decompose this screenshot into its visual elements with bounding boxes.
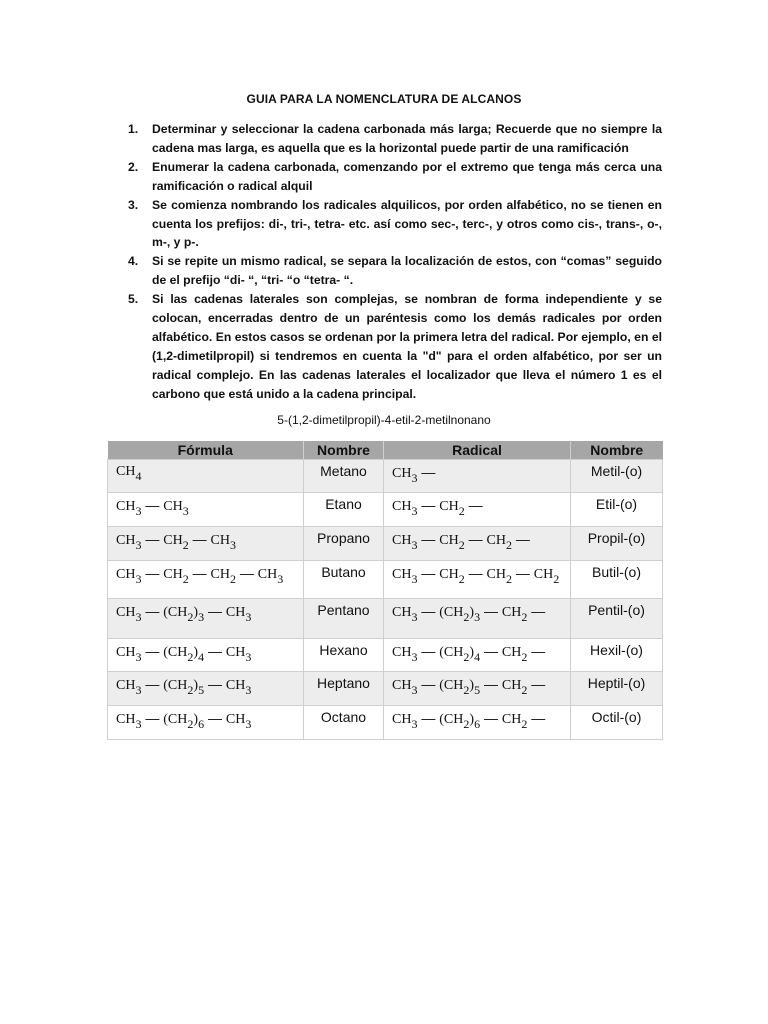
step-item (112, 196, 662, 253)
table-row (108, 672, 663, 706)
table-body (108, 460, 663, 740)
step-item (112, 290, 662, 403)
alkane-name-cell: Octano (304, 706, 384, 740)
alkane-name-cell: Hexano (304, 639, 384, 672)
step-number: 5. (128, 292, 139, 307)
radical-cell: $CH_3$ — (384, 460, 571, 493)
radical-name-cell: Etil-(o) (571, 493, 663, 527)
radical-name-cell: Propil-(o) (571, 527, 663, 561)
step-item (112, 158, 662, 196)
radical-name-cell: Metil-(o) (571, 460, 663, 493)
radical-cell: $CH_3$ — $(CH_2)_6$ — $CH_2$ — (384, 706, 571, 740)
formula-cell: $CH_4$ (108, 460, 304, 493)
header-radical-name: Nombre (571, 441, 663, 460)
table-row (108, 599, 663, 639)
alkanes-table (107, 441, 663, 740)
example-name: 5-(1,2-dimetilpropil)-4-etil-2-metilnonano (277, 413, 491, 427)
table-row (108, 561, 663, 599)
step-text: Si las cadenas laterales son complejas, se nombran de forma independiente y se colocan, encerradas dentro de un paréntesis como los demás radicales por orden alfabético. En estos casos se ordenan por la primera letra del radical. Por ejemplo, en el (1,2-dimetilpropil) si tendremos en cuenta la "d" para el orden alfabético, por ser un radical complejo. En las cadenas laterales el localizador que lleva el número 1 es el carbono que está unido a la cadena principal. (152, 292, 662, 401)
table-header-row (108, 441, 663, 460)
formula-cell: $CH_3$ — $(CH_2)_4$ — $CH_3$ (108, 639, 304, 672)
header-name: Nombre (304, 441, 384, 460)
formula-cell: $CH_3$ — $(CH_2)_3$ — $CH_3$ (108, 599, 304, 639)
header-formula: Fórmula (108, 441, 304, 460)
step-item (112, 252, 662, 290)
table-row (108, 493, 663, 527)
radical-cell: $CH_3$ — $(CH_2)_4$ — $CH_2$ — (384, 639, 571, 672)
radical-name-cell: Hexil-(o) (571, 639, 663, 672)
radical-name-cell: Heptil-(o) (571, 672, 663, 706)
radical-name-cell: Butil-(o) (571, 561, 663, 599)
radical-name-cell: Pentil-(o) (571, 599, 663, 639)
step-text: Si se repite un mismo radical, se separa la localización de estos, con “comas” seguido de el prefijo “di- “, “tri- “o “tetra- “. (152, 254, 662, 288)
header-radical: Radical (384, 441, 571, 460)
alkane-name-cell: Heptano (304, 672, 384, 706)
page-title: GUIA PARA LA NOMENCLATURA DE ALCANOS (246, 92, 522, 106)
alkane-name-cell: Etano (304, 493, 384, 527)
step-item (112, 120, 662, 158)
table-row (108, 527, 663, 561)
alkane-name-cell: Propano (304, 527, 384, 561)
radical-cell: $CH_3$ — $CH_2$ — (384, 493, 571, 527)
table-row (108, 460, 663, 493)
step-text: Determinar y seleccionar la cadena carbonada más larga; Recuerde que no siempre la cadena mas larga, es aquella que es la horizontal puede partir de una ramificación (152, 122, 662, 155)
steps-list (112, 120, 662, 404)
radical-cell: $CH_3$ — $CH_2$ — $CH_2$ — $CH_2$ (384, 561, 571, 599)
alkane-name-cell: Pentano (304, 599, 384, 639)
table-row (108, 639, 663, 672)
step-number: 4. (128, 254, 139, 269)
step-text: Enumerar la cadena carbonada, comenzando por el extremo que tenga más cerca una ramificación o radical alquil (152, 159, 662, 193)
step-text: Se comienza nombrando los radicales alquilicos, por orden alfabético, no se tienen en cuenta los prefijos: di-, tri-, tetra- etc. así como sec-, terc-, y otros como cis-, trans-, o-, m-, y p-. (152, 197, 662, 250)
step-number: 2. (128, 159, 139, 174)
radical-name-cell: Octil-(o) (571, 706, 663, 740)
radical-cell: $CH_3$ — $CH_2$ — $CH_2$ — (384, 527, 571, 561)
alkane-name-cell: Metano (304, 460, 384, 493)
formula-cell: $CH_3$ — $CH_3$ (108, 493, 304, 527)
formula-cell: $CH_3$ — $CH_2$ — $CH_3$ (108, 527, 304, 561)
step-number: 1. (128, 122, 139, 136)
alkane-name-cell: Butano (304, 561, 384, 599)
formula-cell: $CH_3$ — $(CH_2)_5$ — $CH_3$ (108, 672, 304, 706)
formula-cell: $CH_3$ — $(CH_2)_6$ — $CH_3$ (108, 706, 304, 740)
table-row (108, 706, 663, 740)
radical-cell: $CH_3$ — $(CH_2)_5$ — $CH_2$ — (384, 672, 571, 706)
radical-cell: $CH_3$ — $(CH_2)_3$ — $CH_2$ — (384, 599, 571, 639)
formula-cell: $CH_3$ — $CH_2$ — $CH_2$ — $CH_3$ (108, 561, 304, 599)
step-number: 3. (128, 197, 139, 212)
